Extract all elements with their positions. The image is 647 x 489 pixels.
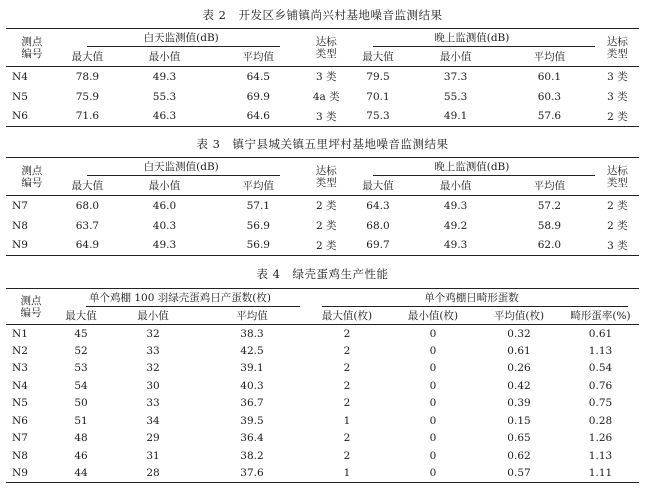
site-header: 测点 编号 bbox=[20, 294, 42, 319]
value-cell: 0 bbox=[429, 467, 437, 479]
value-cell: 1 bbox=[343, 414, 351, 427]
value-cell: 44 bbox=[74, 467, 88, 479]
col-deformed-rate: 畸形蛋率(%) bbox=[570, 309, 631, 322]
value-cell: 0 bbox=[429, 379, 437, 392]
col-min: 最小值 bbox=[439, 179, 472, 192]
value-cell: 75.3 bbox=[366, 110, 390, 123]
deformed-group-header: 单个鸡棚日畸形蛋数 bbox=[424, 292, 519, 305]
site-id-cell: N4 bbox=[12, 70, 28, 83]
col-avg: 平均值 bbox=[242, 179, 275, 192]
value-cell: 1 bbox=[343, 467, 351, 479]
value-cell: 49.1 bbox=[443, 110, 468, 123]
value-cell: 62.0 bbox=[537, 239, 562, 252]
value-cell: 49.3 bbox=[152, 239, 177, 252]
value-cell: 2 bbox=[343, 327, 351, 340]
col-min: 最小值 bbox=[148, 179, 181, 192]
value-cell: 78.9 bbox=[75, 70, 100, 83]
value-cell: 57.1 bbox=[246, 199, 270, 212]
table-row bbox=[6, 377, 639, 395]
table-4 bbox=[6, 288, 639, 483]
day-group-header: 白天监测值(dB) bbox=[143, 32, 219, 45]
col-deformed-min: 最小值(枚) bbox=[407, 309, 459, 322]
table-row bbox=[6, 236, 639, 256]
value-cell: 57.6 bbox=[537, 110, 562, 123]
value-cell: 69.7 bbox=[366, 239, 390, 252]
value-cell: 49.2 bbox=[443, 219, 468, 232]
value-cell: 2 类 bbox=[607, 220, 628, 232]
col-max: 最大值 bbox=[362, 50, 394, 63]
table-2-caption: 表 2 开发区乡铺镇尚兴村基地噪音监测结果 bbox=[202, 8, 443, 22]
value-cell: 0.15 bbox=[507, 414, 531, 427]
value-cell: 2 bbox=[343, 432, 351, 445]
value-cell: 2 bbox=[343, 449, 351, 462]
value-cell: 4a 类 bbox=[312, 91, 340, 103]
value-cell: 3 类 bbox=[315, 110, 337, 123]
table-row bbox=[6, 216, 639, 236]
table-2-block bbox=[6, 0, 639, 128]
egg-count-group-header: 单个鸡棚 100 羽绿壳蛋鸡日产蛋数(枚) bbox=[89, 292, 271, 305]
value-cell: 2 类 bbox=[607, 110, 628, 123]
value-cell: 0.65 bbox=[507, 432, 531, 445]
value-cell: 71.6 bbox=[75, 110, 100, 123]
col-avg: 平均值 bbox=[533, 50, 566, 63]
value-cell: 75.9 bbox=[75, 90, 100, 103]
value-cell: 55.3 bbox=[443, 90, 468, 103]
value-cell: 0 bbox=[429, 344, 437, 357]
value-cell: 0.62 bbox=[507, 449, 531, 462]
value-cell: 60.3 bbox=[537, 90, 562, 103]
table-row bbox=[6, 412, 639, 430]
value-cell: 52 bbox=[74, 344, 88, 357]
value-cell: 68.0 bbox=[75, 199, 100, 212]
value-cell: 33 bbox=[146, 397, 160, 410]
value-cell: 49.3 bbox=[443, 239, 468, 252]
value-cell: 2 bbox=[343, 397, 351, 410]
site-header: 测点 编号 bbox=[21, 35, 43, 60]
table-row bbox=[6, 430, 639, 448]
value-cell: 1.13 bbox=[588, 449, 613, 462]
table-3 bbox=[6, 157, 639, 256]
value-cell: 63.7 bbox=[75, 219, 100, 232]
value-cell: 39.5 bbox=[240, 414, 264, 427]
value-cell: 0 bbox=[429, 449, 437, 462]
col-max: 最大值 bbox=[65, 309, 97, 322]
value-cell: 31 bbox=[146, 449, 160, 462]
table-row bbox=[6, 196, 639, 216]
day-group-header: 白天监测值(dB) bbox=[143, 161, 219, 174]
value-cell: 38.2 bbox=[240, 449, 264, 462]
col-deformed-avg: 平均值(枚) bbox=[493, 309, 545, 322]
value-cell: 68.0 bbox=[366, 219, 390, 232]
value-cell: 39.1 bbox=[240, 362, 264, 375]
table-row bbox=[6, 87, 639, 107]
type-header: 达标 类型 bbox=[606, 35, 628, 60]
site-id-cell: N5 bbox=[12, 397, 28, 410]
col-max: 最大值 bbox=[362, 179, 394, 192]
value-cell: 56.9 bbox=[246, 219, 270, 232]
value-cell: 3 类 bbox=[315, 71, 337, 84]
value-cell: 2 bbox=[343, 344, 351, 357]
site-id-cell: N4 bbox=[12, 379, 28, 392]
value-cell: 36.7 bbox=[240, 397, 264, 410]
value-cell: 79.5 bbox=[366, 70, 390, 83]
site-id-cell: N9 bbox=[12, 239, 28, 252]
value-cell: 0.75 bbox=[588, 397, 613, 410]
night-group-header: 晚上监测值(dB) bbox=[434, 161, 510, 174]
col-deformed-max: 最大值(枚) bbox=[321, 309, 373, 322]
value-cell: 37.6 bbox=[240, 467, 264, 479]
value-cell: 32 bbox=[146, 362, 160, 375]
value-cell: 60.1 bbox=[537, 70, 562, 83]
value-cell: 36.4 bbox=[240, 432, 264, 445]
col-avg: 平均值 bbox=[533, 179, 566, 192]
value-cell: 0.61 bbox=[507, 344, 531, 357]
site-id-cell: N6 bbox=[12, 110, 28, 123]
site-header: 测点 编号 bbox=[21, 164, 43, 189]
value-cell: 0 bbox=[429, 414, 437, 427]
value-cell: 2 类 bbox=[315, 220, 337, 232]
value-cell: 0.28 bbox=[588, 414, 613, 427]
col-max: 最大值 bbox=[71, 50, 104, 63]
value-cell: 64.5 bbox=[246, 70, 270, 83]
value-cell: 1.13 bbox=[588, 344, 613, 357]
site-id-cell: N8 bbox=[12, 219, 28, 232]
table-row bbox=[6, 342, 639, 360]
value-cell: 57.2 bbox=[537, 199, 562, 212]
value-cell: 38.3 bbox=[240, 327, 264, 340]
value-cell: 70.1 bbox=[366, 90, 390, 103]
site-id-cell: N5 bbox=[12, 90, 28, 103]
value-cell: 40.3 bbox=[240, 379, 264, 392]
value-cell: 0 bbox=[429, 362, 437, 375]
value-cell: 0.57 bbox=[507, 467, 531, 479]
type-header: 达标 类型 bbox=[315, 35, 337, 60]
value-cell: 29 bbox=[146, 432, 160, 445]
value-cell: 64.6 bbox=[246, 110, 270, 123]
value-cell: 42.5 bbox=[240, 344, 264, 357]
value-cell: 3 类 bbox=[607, 71, 628, 84]
value-cell: 46.3 bbox=[152, 110, 177, 123]
value-cell: 1.11 bbox=[588, 467, 613, 479]
value-cell: 58.9 bbox=[537, 219, 562, 232]
value-cell: 69.9 bbox=[246, 90, 270, 103]
value-cell: 48 bbox=[74, 432, 88, 445]
value-cell: 2 类 bbox=[607, 200, 628, 213]
value-cell: 0.39 bbox=[507, 397, 531, 410]
col-max: 最大值 bbox=[71, 179, 104, 192]
value-cell: 45 bbox=[74, 327, 88, 340]
table-4-block bbox=[6, 262, 639, 489]
value-cell: 50 bbox=[74, 397, 88, 410]
value-cell: 55.3 bbox=[152, 90, 177, 103]
table-2 bbox=[6, 28, 639, 127]
col-min: 最小值 bbox=[137, 309, 169, 322]
value-cell: 0.32 bbox=[507, 327, 531, 340]
site-id-cell: N7 bbox=[12, 199, 28, 212]
value-cell: 46.0 bbox=[152, 199, 177, 212]
value-cell: 2 bbox=[343, 379, 351, 392]
value-cell: 3 类 bbox=[607, 239, 628, 252]
col-avg: 平均值 bbox=[236, 309, 268, 322]
type-header: 达标 类型 bbox=[315, 164, 337, 189]
value-cell: 2 类 bbox=[315, 200, 337, 213]
table-3-block bbox=[6, 131, 639, 256]
value-cell: 0.26 bbox=[507, 362, 531, 375]
col-avg: 平均值 bbox=[242, 50, 275, 63]
table-row bbox=[6, 107, 639, 127]
value-cell: 49.3 bbox=[443, 199, 468, 212]
value-cell: 30 bbox=[146, 379, 160, 392]
col-min: 最小值 bbox=[439, 50, 472, 63]
site-id-cell: N6 bbox=[12, 414, 28, 427]
value-cell: 54 bbox=[74, 379, 88, 392]
value-cell: 34 bbox=[146, 414, 160, 427]
value-cell: 56.9 bbox=[246, 239, 270, 252]
site-id-cell: N9 bbox=[12, 467, 28, 479]
value-cell: 0.61 bbox=[588, 327, 613, 340]
value-cell: 1.26 bbox=[588, 432, 613, 445]
value-cell: 46 bbox=[74, 449, 88, 462]
site-id-cell: N3 bbox=[12, 362, 28, 375]
table-row bbox=[6, 67, 639, 87]
value-cell: 0 bbox=[429, 327, 437, 340]
value-cell: 64.3 bbox=[366, 199, 390, 212]
site-id-cell: N1 bbox=[12, 327, 28, 340]
value-cell: 32 bbox=[146, 327, 160, 340]
table-row bbox=[6, 447, 639, 465]
table-row bbox=[6, 395, 639, 413]
value-cell: 33 bbox=[146, 344, 160, 357]
site-id-cell: N8 bbox=[12, 449, 28, 462]
value-cell: 49.3 bbox=[152, 70, 177, 83]
value-cell: 37.3 bbox=[443, 70, 468, 83]
value-cell: 2 bbox=[343, 362, 351, 375]
value-cell: 0 bbox=[429, 432, 437, 445]
site-id-cell: N7 bbox=[12, 432, 28, 445]
value-cell: 0.54 bbox=[588, 362, 613, 375]
site-id-cell: N2 bbox=[12, 344, 28, 357]
value-cell: 64.9 bbox=[75, 239, 100, 252]
table-row bbox=[6, 360, 639, 378]
value-cell: 2 类 bbox=[315, 239, 337, 252]
value-cell: 3 类 bbox=[607, 91, 628, 103]
value-cell: 0 bbox=[429, 397, 437, 410]
value-cell: 51 bbox=[74, 414, 88, 427]
night-group-header: 晚上监测值(dB) bbox=[434, 32, 510, 45]
value-cell: 0.42 bbox=[507, 379, 531, 392]
table-3-caption: 表 3 镇宁县城关镇五里坪村基地噪音监测结果 bbox=[196, 137, 449, 151]
type-header: 达标 类型 bbox=[606, 164, 628, 189]
value-cell: 53 bbox=[74, 362, 88, 375]
value-cell: 28 bbox=[146, 467, 160, 479]
value-cell: 40.3 bbox=[152, 219, 177, 232]
value-cell: 0.76 bbox=[588, 379, 613, 392]
table-row bbox=[6, 465, 639, 483]
col-min: 最小值 bbox=[148, 50, 181, 63]
table-4-caption: 表 4 绿壳蛋鸡生产性能 bbox=[256, 267, 389, 281]
table-row bbox=[6, 325, 639, 343]
